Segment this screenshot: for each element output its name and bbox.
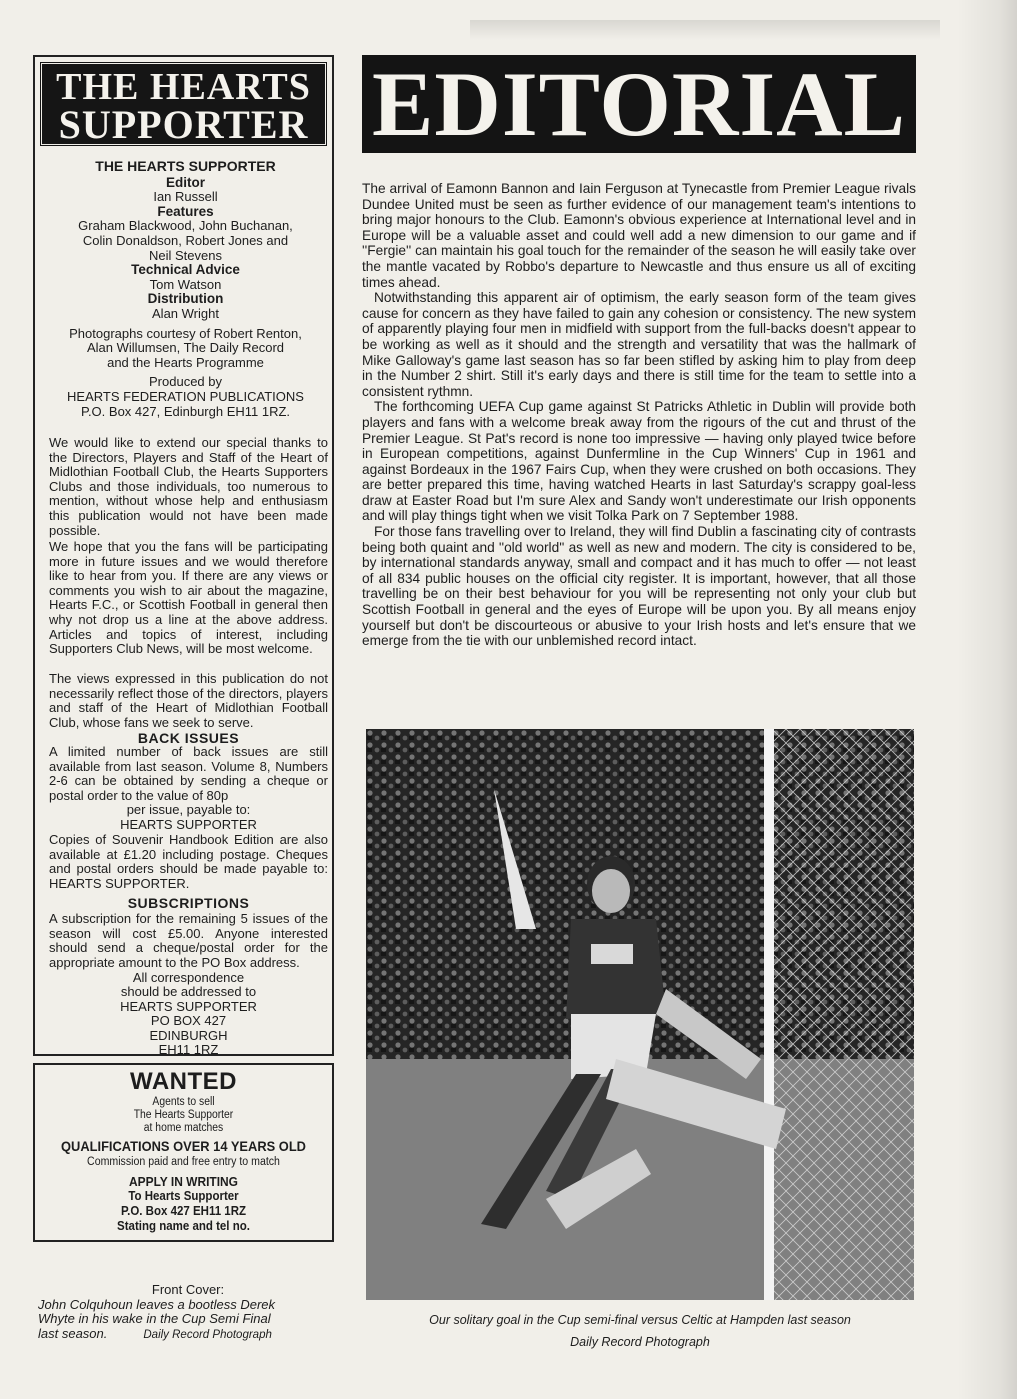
wanted-line-3: at home matches xyxy=(143,1122,224,1134)
match-photo xyxy=(366,729,914,1300)
page-edge-shadow xyxy=(957,0,1017,1399)
photos-credit-3: and the Hearts Programme xyxy=(107,354,264,370)
masthead-logo xyxy=(39,61,328,147)
disclaimer-paragraph: The views expressed in this publication do not necessarily reflect those of the directors, players and staff of the Heart of Midlothian Football Club, whose fans we seek to serve. xyxy=(49,671,328,730)
wanted-line-1: Agents to sell xyxy=(152,1096,215,1108)
produced-by-2: HEARTS FEDERATION PUBLICATIONS xyxy=(67,388,304,404)
wanted-line-2: The Hearts Supporter xyxy=(133,1109,234,1121)
editorial-paragraph-2: Notwithstanding this apparent air of optimism, the early season form of the team gives cause for concern as they have failed to gain any cohesion or consistency. The new system of apparently playing four men in midfield with support from the full-backs doesn't appear to be working as well as it should and the strength and versatility that was the hallmark of Mike Galloway's game last season has so far been stifled by asking him to play from deep in the Number 2 shirt. Still it's early days and there is still time for the team to settle into a consistent rythmn. xyxy=(362,290,916,399)
wanted-advert xyxy=(33,1063,334,1242)
wanted-to: To Hearts Supporter xyxy=(128,1189,239,1203)
editorial-banner: EDITORIAL xyxy=(362,55,916,153)
correspondence-line-5: EDINBURGH xyxy=(149,1027,228,1043)
editor-name: Ian Russell xyxy=(153,189,218,205)
masthead-line-1: THE HEARTS xyxy=(56,66,311,108)
photo-caption-text: Our solitary goal in the Cup semi-final versus Celtic at Hampden last season xyxy=(429,1313,851,1327)
produced-by-1: Produced by xyxy=(149,374,222,390)
correspondence-line-6: EH11 1RZ xyxy=(158,1042,219,1058)
editorial-paragraph-4: For those fans travelling over to Ireland, they will find Dublin a fascinating city of contrasts being both quaint and ''old world'' as well as new and modern. The city is considered to be, by international standards anyway, small and compact and it has much to offer — not least of all 834 public houses on the official city register. It is important, however, that all those travelling be on their best behaviour for you will be representing not only your club but Scottish Football in general and the eyes of Europe will be upon you. By all means enjoy yourself but don't be discourteous or abusive to your Irish hosts and let's ensure that we emerge from the tie with our unblemished record intact. xyxy=(362,524,916,649)
wanted-apply: APPLY IN WRITING xyxy=(129,1174,238,1189)
back-issues-text-3: HEARTS SUPPORTER xyxy=(120,816,257,832)
wanted-title: WANTED xyxy=(130,1068,237,1095)
publication-title: THE HEARTS SUPPORTER xyxy=(95,158,276,174)
front-cover-label: Front Cover: xyxy=(151,1282,225,1297)
page-top-shadow xyxy=(470,20,940,40)
feedback-paragraph: We hope that you the fans will be participating more in future issues and we would therefore like to hear from you. If there are any views or comments you wish to air about the magazine, Hearts F.C., or Scottish Football in general then why not drop us a line at the above address. Articles and topics of interest, including Supporters Club News, will be most welcome. xyxy=(49,539,328,657)
distribution-name: Alan Wright xyxy=(152,305,219,321)
subscriptions-heading: SUBSCRIPTIONS xyxy=(127,895,250,911)
produced-by-3: P.O. Box 427, Edinburgh EH11 1RZ. xyxy=(80,403,291,419)
back-issues-heading: BACK ISSUES xyxy=(137,730,240,746)
wanted-qualifications: QUALIFICATIONS OVER 14 YEARS OLD xyxy=(60,1138,306,1154)
features-names-2: Colin Donaldson, Robert Jones and xyxy=(82,232,289,248)
wanted-address: P.O. Box 427 EH11 1RZ xyxy=(120,1204,247,1218)
photos-credit-2: Alan Willumsen, The Daily Record xyxy=(87,340,284,356)
correspondence-line-4: PO BOX 427 xyxy=(150,1013,227,1029)
editor-heading: Editor xyxy=(166,174,205,190)
editorial-paragraph-1: The arrival of Eamonn Bannon and Iain Ferguson at Tynecastle from Premier League rivals Dundee United must be seen as further evidence of our management team's intentions to bring major honours to the Club. Eamonn's obvious experience at International level and in Europe will be a valuable asset and could well add a new dimension to our game and if ''Fergie'' can maintain his goal touch for the remainder of the season he will easily take over the mantle vacated by Robbo's departure to Newcastle and thus ensure us all of exciting times ahead. xyxy=(362,181,916,290)
correspondence-address xyxy=(49,971,328,1057)
back-issues-text xyxy=(49,745,328,833)
correspondence-line-1: All correspondence xyxy=(132,970,245,985)
wanted-commission: Commission paid and free entry to match xyxy=(87,1156,280,1168)
correspondence-line-2: should be addressed to xyxy=(120,984,257,1000)
photos-credit-1: Photographs courtesy of Robert Renton, xyxy=(69,325,302,341)
front-cover-credit: Daily Record Photograph xyxy=(143,1328,272,1341)
wanted-stating: Stating name and tel no. xyxy=(117,1219,250,1233)
technical-heading: Technical Advice xyxy=(131,262,240,278)
front-cover-text-2: Whyte in his wake in the Cup Semi Final xyxy=(38,1311,271,1327)
correspondence-line-3: HEARTS SUPPORTER xyxy=(120,998,257,1014)
thanks-paragraph: We would like to extend our special thanks to the Directors, Players and Staff of the Heart of Midlothian Football Club, the Hearts Supporters Clubs and those individuals, too numerous to mention, without whose help and enthusiasm this publication would not have been made possible. xyxy=(49,435,328,538)
photo-caption xyxy=(366,1309,914,1353)
technical-name: Tom Watson xyxy=(149,276,222,292)
back-issues-text-2: per issue, payable to: xyxy=(126,802,251,818)
photo-credit: Daily Record Photograph xyxy=(570,1335,710,1349)
front-cover-text-3: last season. xyxy=(38,1325,108,1341)
staff-credits xyxy=(45,159,326,419)
distribution-heading: Distribution xyxy=(147,291,224,307)
front-cover-text-1: John Colquhoun leaves a bootless Derek xyxy=(38,1296,276,1312)
handbook-text: Copies of Souvenir Handbook Edition are also available at £1.20 including postage. Cheques and postal orders should be made payable to: HEARTS SUPPORTER. xyxy=(49,832,328,891)
front-cover-caption xyxy=(38,1283,338,1342)
features-names-3: Neil Stevens xyxy=(149,247,222,263)
match-photo-illustration xyxy=(366,729,914,1300)
features-names-1: Graham Blackwood, John Buchanan, xyxy=(78,218,293,234)
masthead-line-2: SUPPORTER xyxy=(58,102,309,147)
back-issues-text-1: A limited number of back issues are still available from last season. Volume 8, Numbers 2-6 can be obtained by sending a cheque or postal order to the value of 80p xyxy=(49,744,328,803)
features-heading: Features xyxy=(157,203,214,219)
editorial-paragraph-3: The forthcoming UEFA Cup game against St Patricks Athletic in Dublin will provide both players and fans with a welcome break away from the rigours of the cut and thrust of the Premier League. St Pat's record is none too impressive — having only played twice before in European competitions, against Dunfermline in the Cup Winners' Cup in 1961 and against Bordeaux in the 1967 Fairs Cup, when they were crushed on both occasions. They are better prepared this time, having watched Hearts in last Saturday's scrappy goal-less draw at Easter Road but I'm sure Alex and Sandy won't underestimate our Irish opponents and will play things tight when we visit Tolka Park on 7 September 1988. xyxy=(362,399,916,524)
editorial-article xyxy=(362,181,916,649)
info-panel xyxy=(33,55,334,1056)
subscriptions-text: A subscription for the remaining 5 issues of the season will cost £5.00. Anyone interested should send a cheque/postal order for the appropriate amount to the PO Box address. xyxy=(49,911,328,970)
